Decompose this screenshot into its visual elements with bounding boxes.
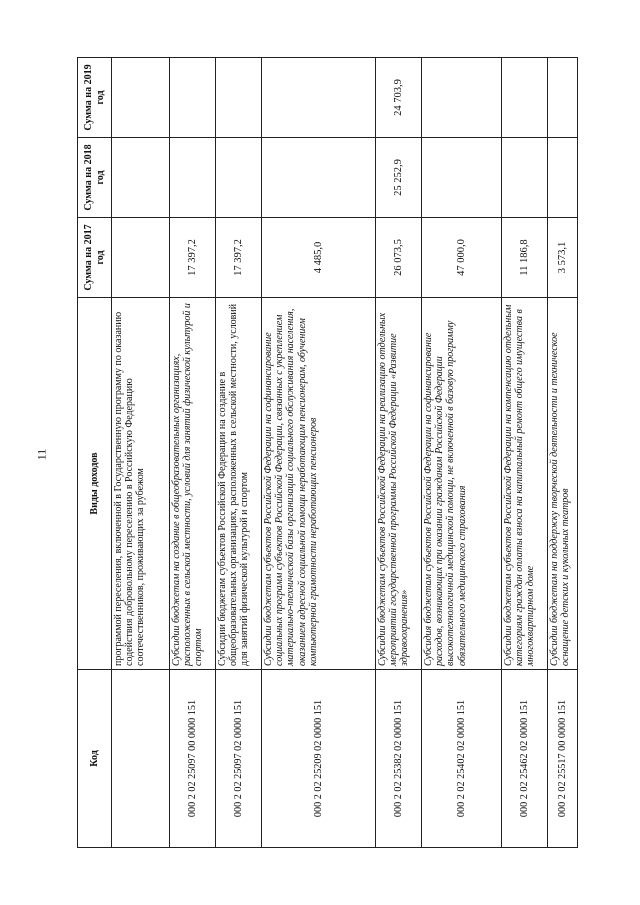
table-row <box>376 58 422 848</box>
row-sum-2017: 47 000,0 <box>422 218 502 298</box>
row-sum-2017: 26 073,5 <box>376 218 422 298</box>
row-code: 000 2 02 25517 00 0000 151 <box>548 670 578 848</box>
table-row <box>170 58 216 848</box>
rotated-page-content <box>77 58 572 848</box>
table-row <box>216 58 262 848</box>
row-sum-2017 <box>112 218 170 298</box>
row-description: Субсидии бюджетам на поддержку творческой деятельности и техническое оснащение детских и кукольных театров <box>548 298 578 670</box>
row-sum-2018 <box>548 138 578 218</box>
row-sum-2017: 17 397,2 <box>216 218 262 298</box>
row-sum-2018 <box>170 138 216 218</box>
row-description: Субсидии бюджетам субъектов Российской Федерации на софинансирование социальных программ субъектов Российской Федерации, связанных с укреплением материально-технической базы организаций социального обслуживания населения, оказанием адресной социальной помощи неработающим пенсионерам, обучением компьютерной грамотности неработающих пенсионеров <box>262 298 376 670</box>
row-sum-2019 <box>112 58 170 138</box>
table-row <box>262 58 376 848</box>
row-sum-2018 <box>216 138 262 218</box>
row-sum-2018: 25 252,9 <box>376 138 422 218</box>
row-code <box>112 670 170 848</box>
row-code: 000 2 02 25402 02 0000 151 <box>422 670 502 848</box>
header-sum-2017: Сумма на 2017 год <box>78 218 112 298</box>
row-code: 000 2 02 25462 02 0000 151 <box>502 670 548 848</box>
table-row <box>502 58 548 848</box>
row-sum-2018 <box>112 138 170 218</box>
row-sum-2019 <box>422 58 502 138</box>
row-code: 000 2 02 25097 02 0000 151 <box>216 670 262 848</box>
row-sum-2018 <box>422 138 502 218</box>
row-code: 000 2 02 25382 02 0000 151 <box>376 670 422 848</box>
row-description: Субсидии бюджетам субъектов Российской Федерации на создание в общеобразовательных организациях, расположенных в сельской местности, условий для занятий физической культурой и спортом <box>216 298 262 670</box>
page-number: 11 <box>34 448 49 461</box>
table-row <box>548 58 578 848</box>
row-sum-2019 <box>502 58 548 138</box>
row-sum-2018 <box>502 138 548 218</box>
header-sum-2018: Сумма на 2018 год <box>78 138 112 218</box>
table-header-row <box>78 58 112 848</box>
row-sum-2019 <box>170 58 216 138</box>
row-code: 000 2 02 25097 00 0000 151 <box>170 670 216 848</box>
row-sum-2019 <box>548 58 578 138</box>
header-revenue-type: Виды доходов <box>78 298 112 670</box>
table-row <box>422 58 502 848</box>
row-sum-2017: 3 573,1 <box>548 218 578 298</box>
row-description: Субсидия бюджетам субъектов Российской Федерации на софинансирование расходов, возникающих при оказании гражданам Российской Федерации высокотехнологичной медицинской помощи, не включенной в базовую программу обязательного медицинского страхования <box>422 298 502 670</box>
row-description: Субсидии бюджетам субъектов Российской Федерации на реализацию отдельных мероприятий государственной программы Российской Федерации «Развитие здравоохранения» <box>376 298 422 670</box>
row-sum-2018 <box>262 138 376 218</box>
revenue-table <box>77 57 578 848</box>
row-sum-2019 <box>216 58 262 138</box>
table-row <box>112 58 170 848</box>
header-sum-2019: Сумма на 2019 год <box>78 58 112 138</box>
row-sum-2017: 11 186,8 <box>502 218 548 298</box>
row-description: Субсидии бюджетам на создание в общеобразовательных организациях, расположенных в сельской местности, условий для занятий физической культурой и спортом <box>170 298 216 670</box>
row-code: 000 2 02 25209 02 0000 151 <box>262 670 376 848</box>
row-sum-2017: 17 397,2 <box>170 218 216 298</box>
row-sum-2017: 4 485,0 <box>262 218 376 298</box>
row-description: Субсидии бюджетам субъектов Российской Федерации на компенсацию отдельным категориям граждан оплаты взноса на капитальный ремонт общего имущества в многоквартирном доме <box>502 298 548 670</box>
row-description: программой переселения, включенной в Государственную программу по оказанию содействия добровольному переселению в Российскую Федерацию соотечественников, проживающих за рубежом <box>112 298 170 670</box>
row-sum-2019: 24 703,9 <box>376 58 422 138</box>
header-code: Код <box>78 670 112 848</box>
row-sum-2019 <box>262 58 376 138</box>
